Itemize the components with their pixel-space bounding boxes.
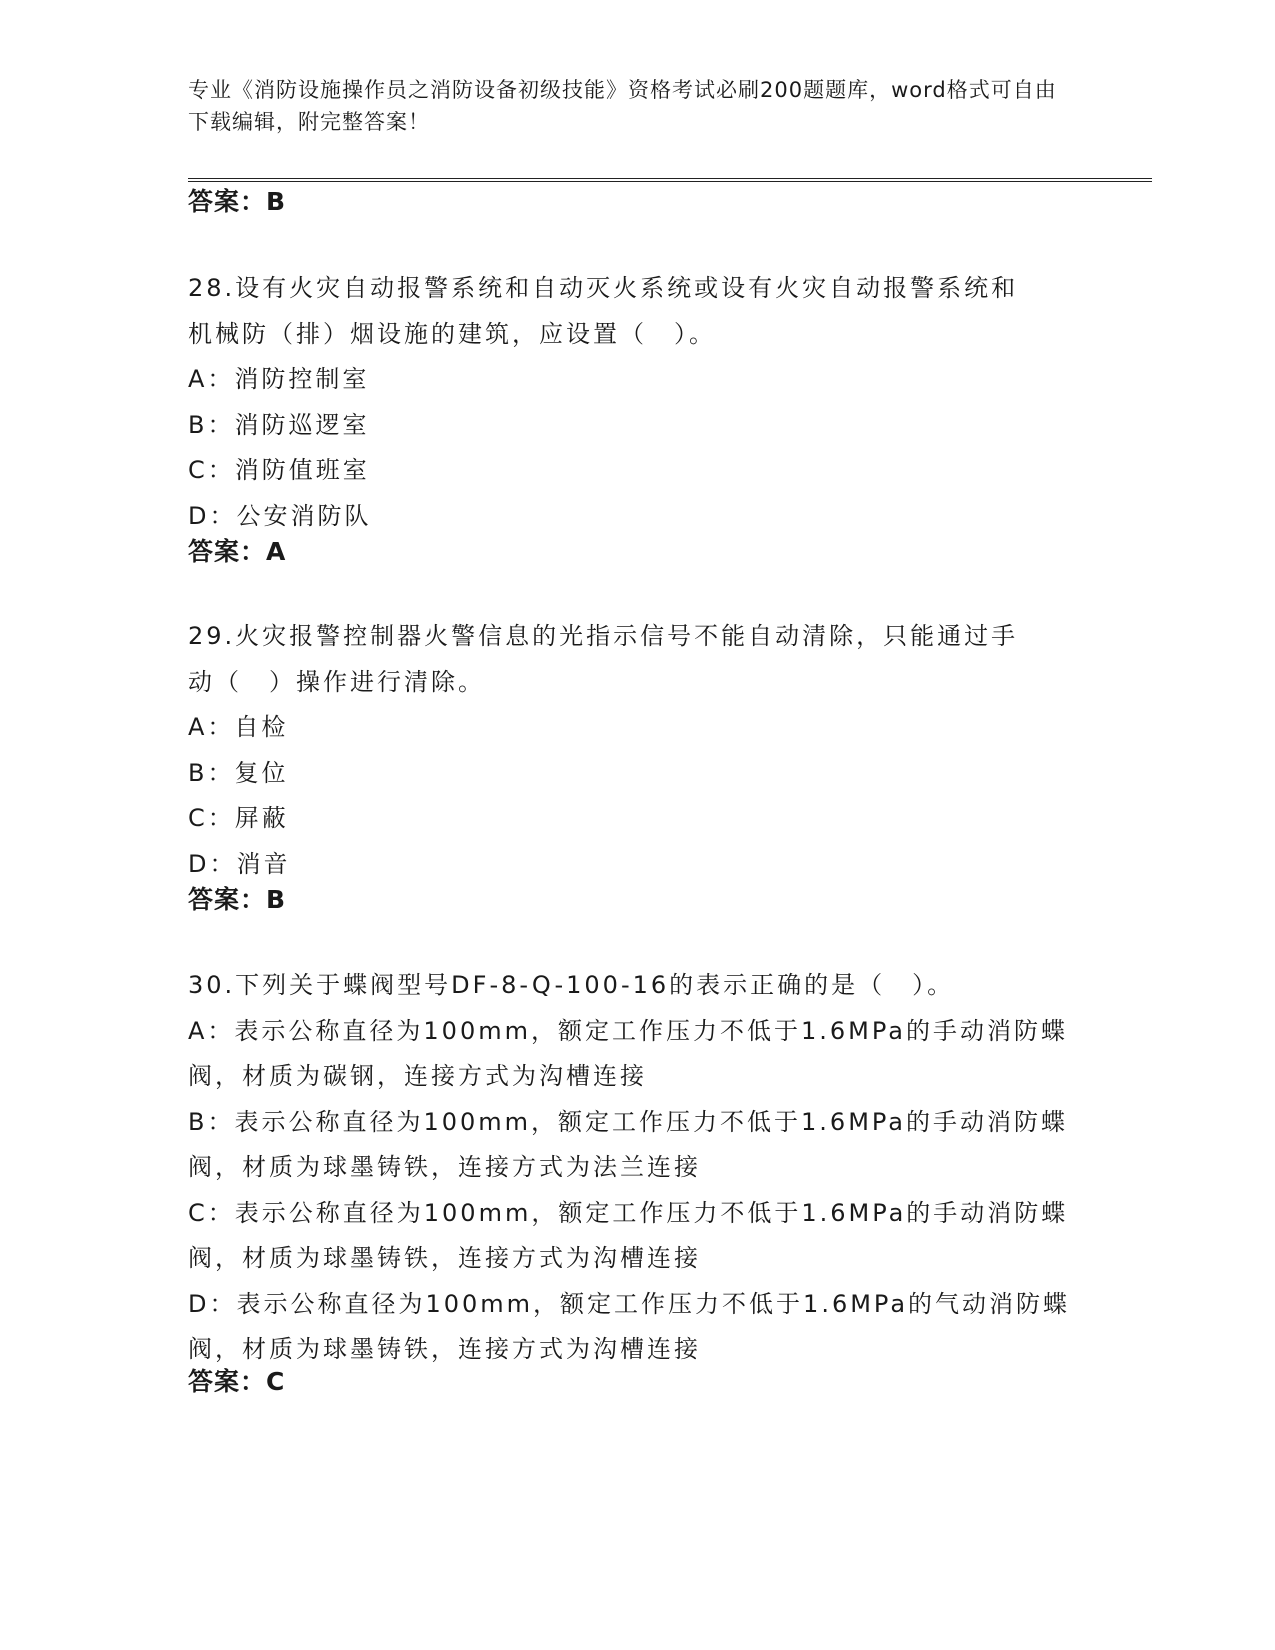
question-29: [188, 614, 1088, 887]
answer-28: 答案：A: [188, 537, 287, 566]
option-a: A：表示公称直径为100mm，额定工作压力不低于1.6MPa的手动消防蝶: [188, 1016, 1068, 1045]
previous-answer: 答案：B: [188, 187, 287, 216]
header-divider: [188, 178, 1152, 182]
option-b-cont: 阀，材质为球墨铸铁，连接方式为法兰连接: [188, 1153, 701, 1181]
option-d: D：表示公称直径为100mm，额定工作压力不低于1.6MPa的气动消防蝶: [188, 1289, 1071, 1318]
option-a-cont: 阀，材质为碳钢，连接方式为沟槽连接: [188, 1062, 647, 1090]
question-stem: 29.火灾报警控制器火警信息的光指示信号不能自动清除，只能通过手: [188, 622, 1019, 650]
option-b: B：表示公称直径为100mm，额定工作压力不低于1.6MPa的手动消防蝶: [188, 1107, 1069, 1136]
option-c: C：表示公称直径为100mm，额定工作压力不低于1.6MPa的手动消防蝶: [188, 1198, 1069, 1227]
option-d-cont: 阀，材质为球墨铸铁，连接方式为沟槽连接: [188, 1335, 701, 1363]
question-stem: 28.设有火灾自动报警系统和自动灭火系统或设有火灾自动报警系统和: [188, 274, 1019, 302]
question-stem-cont: 机械防（排）烟设施的建筑，应设置（ ）。: [188, 319, 716, 348]
question-28: [188, 266, 1088, 539]
option-c: C：消防值班室: [188, 456, 370, 484]
option-b: B：消防巡逻室: [188, 410, 370, 439]
answer-30: 答案：C: [188, 1367, 286, 1396]
question-stem-cont: 动（ ）操作进行清除。: [188, 667, 485, 696]
option-a: A：消防控制室: [188, 365, 370, 393]
option-b: B：复位: [188, 758, 289, 787]
option-c-cont: 阀，材质为球墨铸铁，连接方式为沟槽连接: [188, 1244, 701, 1272]
question-30: [188, 963, 1088, 1373]
header-title: 专业《消防设施操作员之消防设备初级技能》资格考试必刷200题题库，word格式可自由下载编辑，附完整答案！: [188, 78, 1057, 134]
option-d: D：公安消防队: [188, 501, 372, 530]
document-header: [188, 74, 1068, 138]
answer-29: 答案：B: [188, 885, 287, 914]
question-stem: 30.下列关于蝶阀型号DF-8-Q-100-16的表示正确的是（ ）。: [188, 971, 955, 999]
option-c: C：屏蔽: [188, 804, 289, 832]
option-a: A：自检: [188, 713, 289, 741]
option-d: D：消音: [188, 849, 291, 878]
